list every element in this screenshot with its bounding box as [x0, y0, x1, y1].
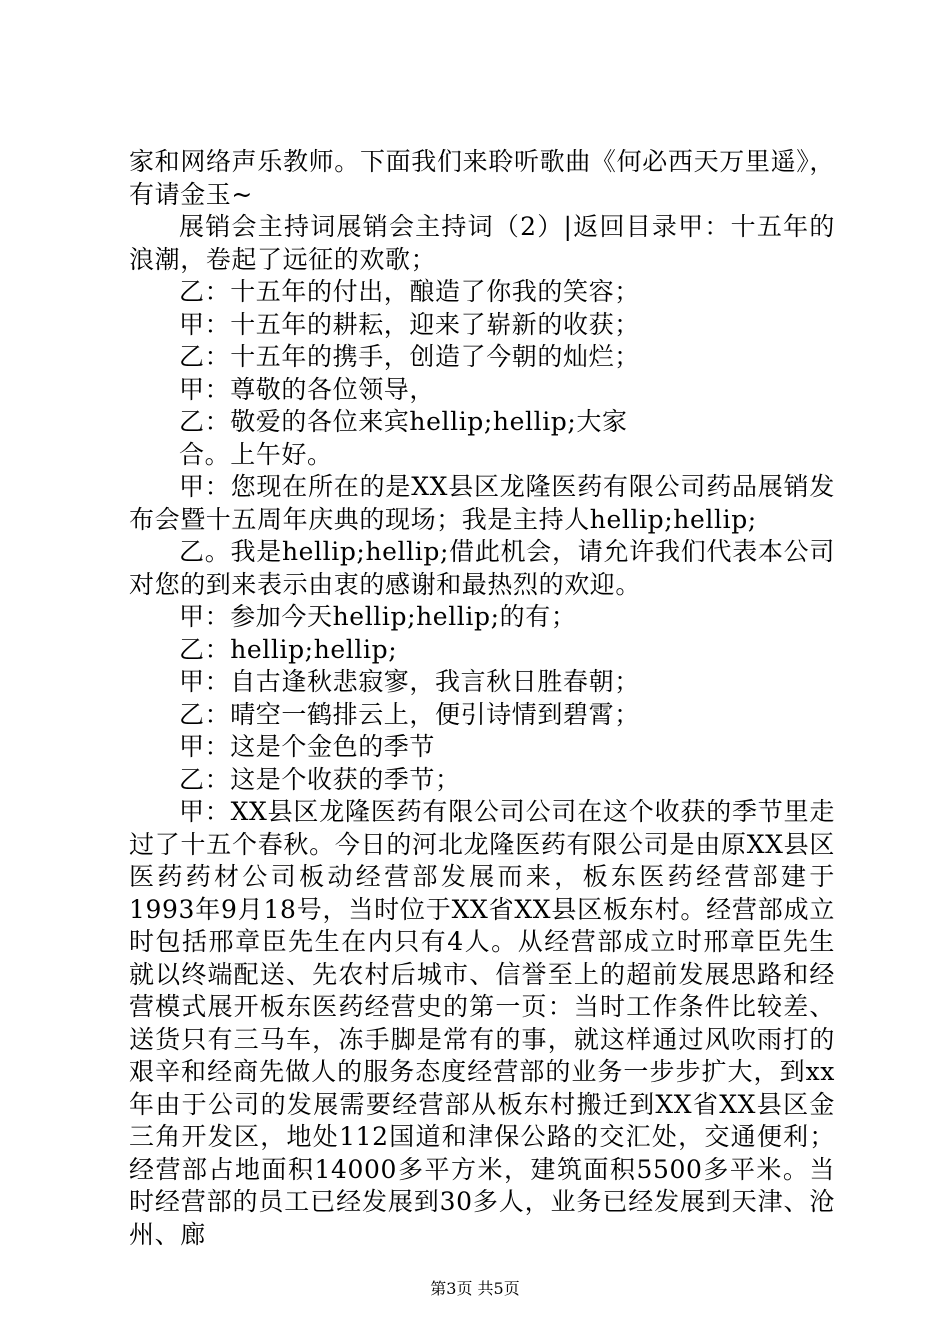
paragraph-9: 甲：您现在所在的是XX县区龙隆医药有限公司药品展销发布会暨十五周年庆典的现场；我是主持人hellip;hellip;: [129, 472, 835, 534]
paragraph-16: 乙：这是个收获的季节；: [179, 764, 461, 794]
paragraph-2: 展销会主持词展销会主持词（2）|返回目录甲：十五年的浪潮，卷起了远征的欢歌；: [129, 212, 835, 274]
paragraph-1: 家和网络声乐教师。下面我们来聆听歌曲《何必西天万里遥》，有请金玉~: [129, 147, 835, 209]
paragraph-7: 乙：敬爱的各位来宾hellip;hellip;大家: [179, 407, 628, 436]
paragraph-13: 甲：自古逢秋悲寂寥，我言秋日胜春朝；: [179, 667, 640, 696]
paragraph-17: 甲：XX县区龙隆医药有限公司公司在这个收获的季节里走过了十五个春秋。今日的河北龙隆医药有限公司是由原XX县区医药药材公司板动经营部发展而来，板东医药经营部建于1993年9月18号，当时位于XX省XX县区板东村。经营部成立时包括邢章臣先生在内只有4人。从经营部成立时邢章臣先生就以终端配送、先农村后城市、信誉至上的超前发展思路和经营模式展开板东医药经营史的第一页：当时工作条件比较差、送货只有三马车，冻手脚是常有的事，就这样通过风吹雨打的艰辛和经商先做人的服务态度经营部的业务一步步扩大，到xx年由于公司的发展需要经营部从板东村搬迁到XX省XX县区金三角开发区，地处112国道和津保公路的交汇处，交通便利；经营部占地面积14000多平方米，建筑面积5500多平米。当时经营部的员工已经发展到30多人，业务已经发展到天津、沧州、廊: [129, 797, 835, 1249]
paragraph-3: 乙：十五年的付出，酿造了你我的笑容；: [179, 277, 640, 306]
paragraph-14: 乙：晴空一鹤排云上，便引诗情到碧霄；: [179, 699, 640, 729]
paragraph-6: 甲：尊敬的各位领导，: [179, 374, 436, 404]
document-body: [129, 146, 835, 1251]
paragraph-5: 乙：十五年的携手，创造了今朝的灿烂；: [179, 342, 640, 371]
page-number-footer: 第3页 共5页: [430, 1279, 520, 1298]
paragraph-4: 甲：十五年的耕耘，迎来了崭新的收获；: [179, 309, 640, 339]
paragraph-11: 甲：参加今天hellip;hellip;的有；: [179, 602, 577, 631]
paragraph-12: 乙：hellip;hellip;: [179, 634, 398, 664]
paragraph-10: 乙。我是hellip;hellip;借此机会，请允许我们代表本公司对您的到来表示由衷的感谢和最热烈的欢迎。: [129, 537, 835, 599]
paragraph-15: 甲：这是个金色的季节: [179, 732, 436, 761]
paragraph-8: 合。上午好。: [179, 439, 333, 469]
